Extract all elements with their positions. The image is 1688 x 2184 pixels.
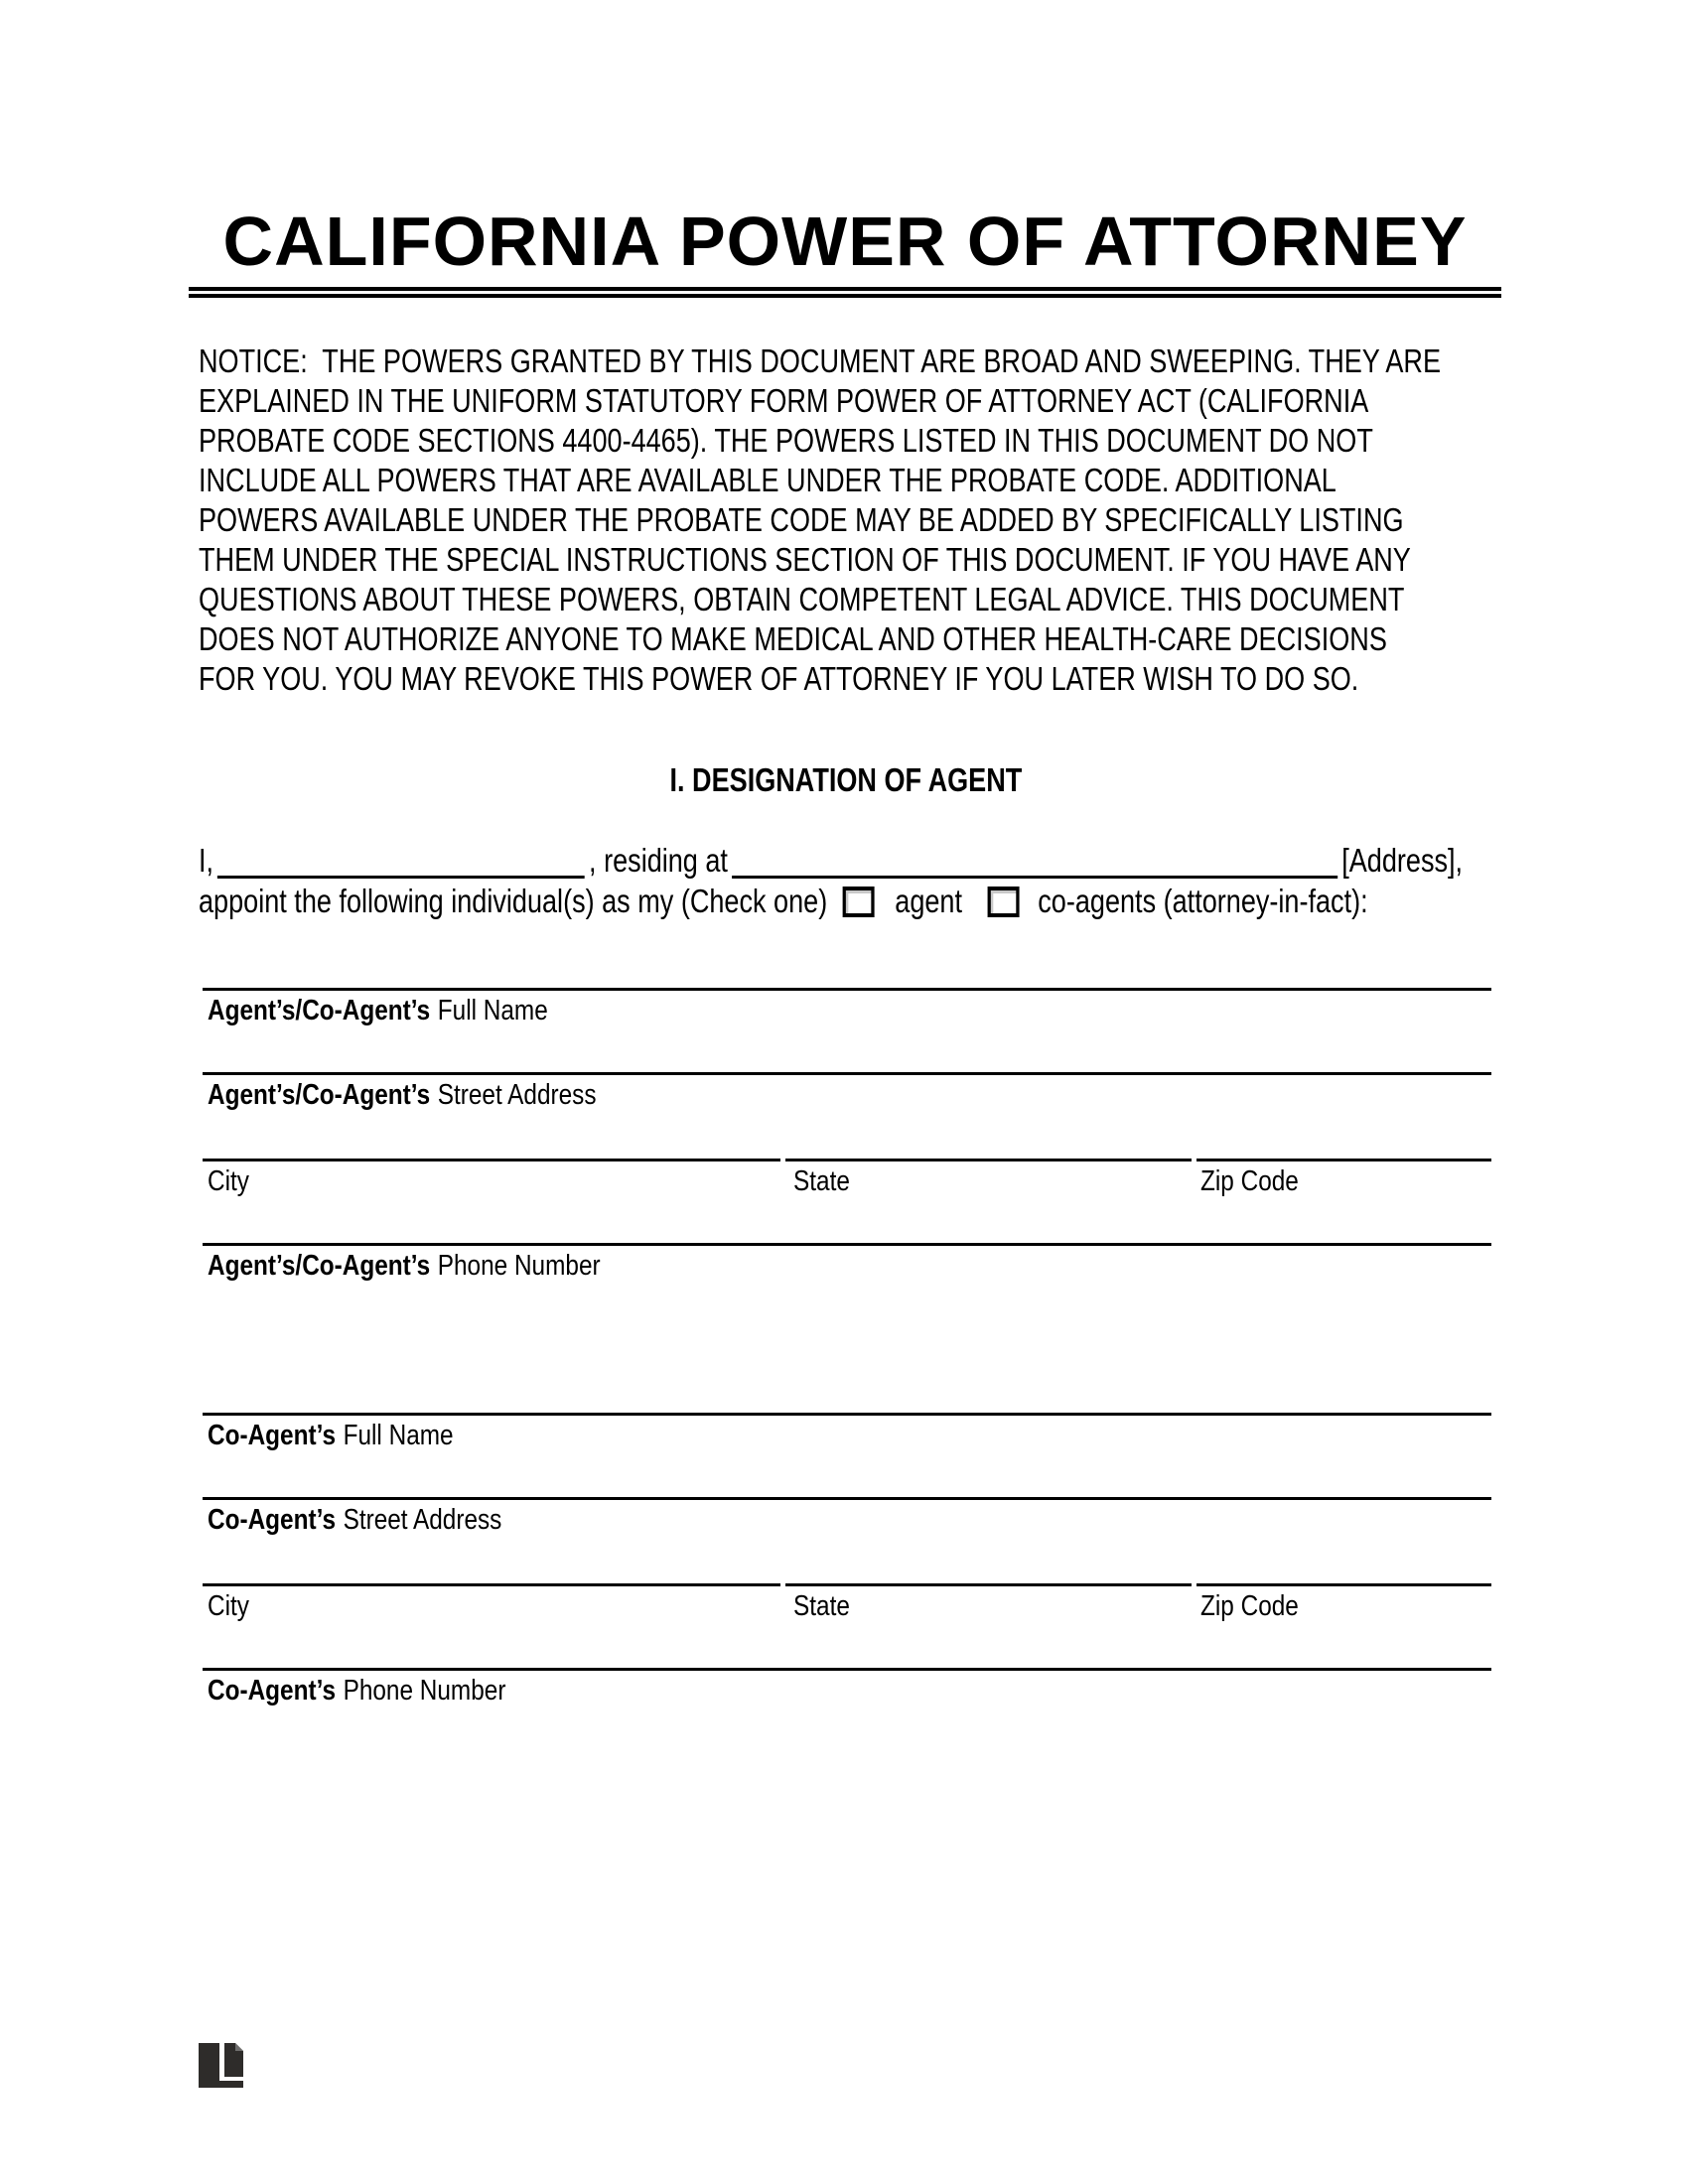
principal-address-field[interactable] [732, 846, 1337, 879]
agent-street-address-field[interactable] [203, 1072, 1491, 1075]
designation-intro [199, 840, 1517, 921]
coagent-phone-label-field: Phone Number [343, 1675, 506, 1706]
notice-line: FOR YOU. YOU MAY REVOKE THIS POWER OF ATTORNEY IF YOU LATER WISH TO DO SO. [199, 660, 1359, 697]
page-title: CALIFORNIA POWER OF ATTORNEY [222, 203, 1468, 280]
agent-checkbox-label: agent [895, 883, 963, 919]
notice-paragraph [199, 341, 1501, 699]
intro-residing-at: , residing at [589, 842, 728, 879]
intro-line-2 [199, 881, 1517, 921]
intro-line-1 [199, 840, 1517, 881]
agent-full-name-label-owner: Agent’s/Co-Agent’s [208, 995, 431, 1026]
agent-street-address-label-field: Street Address [437, 1079, 597, 1111]
agent-phone-label-field: Phone Number [437, 1250, 601, 1282]
agent-full-name-label-field: Full Name [437, 995, 548, 1026]
notice-line: PROBATE CODE SECTIONS 4400-4465). THE POWERS LISTED IN THIS DOCUMENT DO NOT [199, 422, 1373, 459]
coagents-checkbox-label: co-agents (attorney-in-fact): [1038, 883, 1368, 919]
coagent-street-address-label-field: Street Address [343, 1504, 502, 1536]
agent-state-field[interactable] [785, 1159, 1192, 1161]
agent-full-name-field[interactable] [203, 988, 1491, 991]
principal-name-field[interactable] [217, 846, 585, 879]
coagent-full-name-field[interactable] [203, 1413, 1491, 1416]
agent-state-label: State [793, 1165, 850, 1197]
coagent-street-address-label [208, 1503, 501, 1537]
coagent-street-address-field[interactable] [203, 1497, 1491, 1500]
notice-line: DOES NOT AUTHORIZE ANYONE TO MAKE MEDICAL AND OTHER HEALTH-CARE DECISIONS [199, 620, 1387, 657]
coagent-zip-label: Zip Code [1200, 1590, 1299, 1622]
section-heading-designation-of-agent: I. DESIGNATION OF AGENT [669, 761, 1023, 798]
agent-zip-label: Zip Code [1200, 1165, 1299, 1197]
agent-street-address-label [208, 1078, 597, 1112]
legal-templates-logo-icon [199, 2043, 243, 2089]
agent-city-field[interactable] [203, 1159, 780, 1161]
coagent-full-name-label [208, 1419, 454, 1452]
coagent-phone-field[interactable] [203, 1668, 1491, 1671]
coagent-full-name-label-owner: Co-Agent’s [208, 1420, 337, 1451]
coagent-state-field[interactable] [785, 1583, 1192, 1586]
notice-line: INCLUDE ALL POWERS THAT ARE AVAILABLE UNDER THE PROBATE CODE. ADDITIONAL [199, 462, 1336, 498]
notice-line: QUESTIONS ABOUT THESE POWERS, OBTAIN COMPETENT LEGAL ADVICE. THIS DOCUMENT [199, 581, 1405, 617]
coagent-city-field[interactable] [203, 1583, 780, 1586]
intro-i-prefix: I, [199, 842, 214, 879]
agent-full-name-label [208, 994, 548, 1027]
notice-line: POWERS AVAILABLE UNDER THE PROBATE CODE MAY BE ADDED BY SPECIFICALLY LISTING [199, 501, 1404, 538]
title-double-rule [189, 287, 1501, 298]
intro-address-tag: [Address], [1341, 842, 1464, 879]
notice-line: THEM UNDER THE SPECIAL INSTRUCTIONS SECTION OF THIS DOCUMENT. IF YOU HAVE ANY [199, 541, 1411, 578]
notice-line: NOTICE: THE POWERS GRANTED BY THIS DOCUMENT ARE BROAD AND SWEEPING. THEY ARE [199, 342, 1442, 379]
intro-appoint-text: appoint the following individual(s) as my (Check one) [199, 883, 828, 919]
notice-line: EXPLAINED IN THE UNIFORM STATUTORY FORM POWER OF ATTORNEY ACT (CALIFORNIA [199, 382, 1369, 419]
agent-phone-field[interactable] [203, 1243, 1491, 1246]
coagent-state-label: State [793, 1590, 850, 1622]
coagent-phone-label [208, 1674, 505, 1707]
agent-street-address-label-owner: Agent’s/Co-Agent’s [208, 1079, 431, 1111]
agent-zip-field[interactable] [1196, 1159, 1491, 1161]
coagents-checkbox[interactable] [987, 887, 1019, 917]
coagent-street-address-label-owner: Co-Agent’s [208, 1504, 337, 1536]
agent-checkbox[interactable] [843, 887, 875, 917]
coagent-zip-field[interactable] [1196, 1583, 1491, 1586]
agent-city-label: City [208, 1165, 249, 1197]
agent-phone-label [208, 1249, 601, 1283]
coagent-phone-label-owner: Co-Agent’s [208, 1675, 337, 1706]
coagent-city-label: City [208, 1590, 249, 1622]
coagent-full-name-label-field: Full Name [343, 1420, 454, 1451]
agent-phone-label-owner: Agent’s/Co-Agent’s [208, 1250, 431, 1282]
